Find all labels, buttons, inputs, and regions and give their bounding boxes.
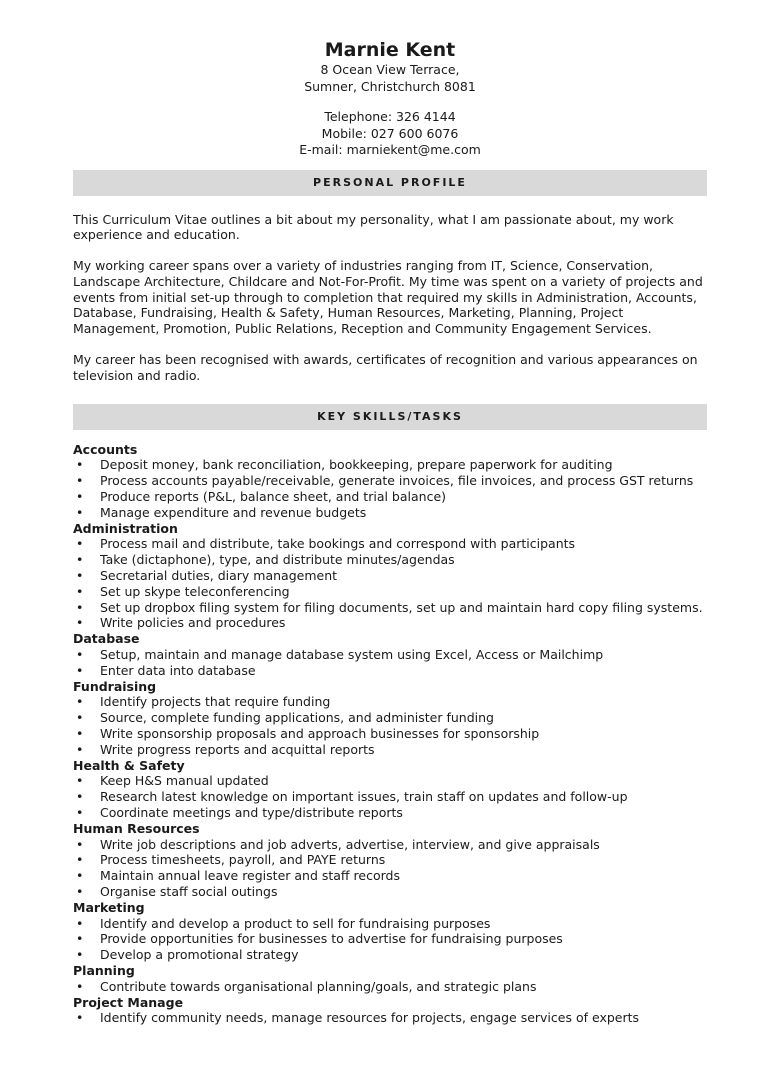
skill-text: Process accounts payable/receivable, generate invoices, file invoices, and process GST returns <box>100 473 694 489</box>
skill-text: Process timesheets, payroll, and PAYE returns <box>100 852 386 868</box>
skill-list-item <box>73 916 707 932</box>
profile-paragraph: My working career spans over a variety of industries ranging from IT, Science, Conservation, Landscape Architecture, Childcare and Not-For-Profit. My time was spent on a variety of projects and events from initial set-up through to completion that required my skills in Administration, Accounts, Database, Fundraising, Health & Safety, Human Resources, Marketing, Planning, Project Management, Promotion, Public Relations, Reception and Community Engagement Services. <box>73 258 703 337</box>
bullet-icon: • <box>76 883 84 899</box>
skill-text: Write policies and procedures <box>100 615 286 631</box>
address-line-2: Sumner, Christchurch 8081 <box>304 78 476 94</box>
skill-list-item <box>73 473 707 489</box>
profile-paragraph: My career has been recognised with awards, certificates of recognition and various appearances on television and radio. <box>73 352 698 383</box>
skill-text: Maintain annual leave register and staff records <box>100 868 400 884</box>
address-line-1: 8 Ocean View Terrace, <box>320 62 460 77</box>
skill-text: Manage expenditure and revenue budgets <box>100 504 367 520</box>
skill-list-item <box>73 837 707 853</box>
bullet-icon: • <box>76 805 84 820</box>
skill-list-item <box>73 663 707 679</box>
skill-text: Contribute towards organisational planning/goals, and strategic plans <box>100 978 537 994</box>
skill-list-item <box>73 789 707 805</box>
bullet-icon: • <box>76 552 84 568</box>
key-skills-heading: KEY SKILLS/TASKS <box>73 404 707 430</box>
bullet-icon: • <box>76 852 84 868</box>
skill-list-item <box>73 805 707 821</box>
skill-list-item <box>73 726 707 742</box>
bullet-icon: • <box>76 868 84 884</box>
skill-list-item <box>73 584 707 600</box>
bullet-icon: • <box>76 741 84 757</box>
skill-list-item <box>73 505 707 521</box>
skill-text: Take (dictaphone), type, and distribute minutes/agendas <box>100 552 455 568</box>
skill-text: Set up dropbox filing system for filing documents, set up and maintain hard copy filing systems. <box>100 599 703 615</box>
skill-list-item <box>73 852 707 868</box>
bullet-icon: • <box>76 836 84 852</box>
skill-text: Process mail and distribute, take bookings and correspond with participants <box>100 536 576 552</box>
skill-list-item <box>73 694 707 710</box>
bullet-icon: • <box>76 647 84 663</box>
bullet-icon: • <box>76 978 84 994</box>
bullet-icon: • <box>76 726 84 742</box>
bullet-icon: • <box>76 568 84 584</box>
bullet-icon: • <box>76 599 84 615</box>
bullet-icon: • <box>76 694 84 710</box>
personal-profile-heading: PERSONAL PROFILE <box>73 170 707 196</box>
skill-list-item <box>73 568 707 584</box>
skill-text: Write sponsorship proposals and approach businesses for sponsorship <box>100 726 540 742</box>
bullet-icon: • <box>76 662 84 678</box>
skill-text: Source, complete funding applications, and administer funding <box>100 710 494 726</box>
skill-category-title: Planning <box>73 962 135 978</box>
bullet-icon: • <box>76 536 84 552</box>
bullet-icon: • <box>76 931 84 947</box>
bullet-icon: • <box>76 489 84 505</box>
bullet-icon: • <box>76 773 84 789</box>
email: E-mail: marniekent@me.com <box>299 142 481 157</box>
spacer <box>73 95 707 109</box>
skills-list <box>73 442 707 1026</box>
skill-text: Provide opportunities for businesses to advertise for fundraising purposes <box>100 931 563 947</box>
skill-category-title: Human Resources <box>73 820 200 836</box>
contact-header <box>73 38 707 159</box>
skill-category-title: Health & Safety <box>73 757 185 773</box>
skill-category-title: Administration <box>73 520 178 536</box>
profile-section <box>73 212 707 384</box>
skill-list-item <box>73 457 707 473</box>
bullet-icon: • <box>76 457 84 473</box>
bullet-icon: • <box>76 504 84 520</box>
bullet-icon: • <box>76 915 84 931</box>
skill-list-item <box>73 884 707 900</box>
profile-paragraph: This Curriculum Vitae outlines a bit about my personality, what I am passionate about, my work experience and education. <box>73 211 674 243</box>
telephone: Telephone: 326 4144 <box>324 109 456 124</box>
skill-list-item <box>73 489 707 505</box>
skill-list-item <box>73 773 707 789</box>
skill-text: Identify projects that require funding <box>100 694 331 710</box>
skill-category-title: Accounts <box>73 441 138 457</box>
bullet-icon: • <box>76 473 84 489</box>
skill-list-item <box>73 947 707 963</box>
skill-category-title: Database <box>73 631 140 647</box>
skill-text: Identify community needs, manage resources for projects, engage services of experts <box>100 1010 640 1026</box>
bullet-icon: • <box>76 710 84 726</box>
skill-text: Produce reports (P&L, balance sheet, and trial balance) <box>100 489 447 505</box>
skill-text: Develop a promotional strategy <box>100 947 299 963</box>
skill-list-item <box>73 600 707 616</box>
bullet-icon: • <box>76 947 84 963</box>
skill-list-item <box>73 647 707 663</box>
skill-text: Set up skype teleconferencing <box>100 583 290 599</box>
skill-text: Keep H&S manual updated <box>100 773 269 789</box>
skill-category-title: Marketing <box>73 899 145 915</box>
skill-text: Secretarial duties, diary management <box>100 568 338 584</box>
skill-category-title: Project Manage <box>73 994 184 1010</box>
skill-list-item <box>73 868 707 884</box>
skill-list-item <box>73 979 707 995</box>
bullet-icon: • <box>76 615 84 631</box>
skill-text: Enter data into database <box>100 662 256 678</box>
bullet-icon: • <box>76 789 84 805</box>
skill-category-title: Fundraising <box>73 678 157 694</box>
skill-list-item <box>73 536 707 552</box>
bullet-icon: • <box>76 1010 84 1026</box>
skill-text: Research latest knowledge on important issues, train staff on updates and follow-up <box>100 789 628 805</box>
skill-text: Deposit money, bank reconciliation, bookkeeping, prepare paperwork for auditing <box>100 457 613 473</box>
cv-page <box>73 38 707 1026</box>
skill-list-item <box>73 1010 707 1026</box>
skill-text: Write progress reports and acquittal reports <box>100 741 375 757</box>
skill-text: Write job descriptions and job adverts, advertise, interview, and give appraisals <box>100 836 600 852</box>
skill-list-item <box>73 710 707 726</box>
skill-list-item <box>73 552 707 568</box>
mobile: Mobile: 027 600 6076 <box>321 125 459 141</box>
skill-list-item <box>73 615 707 631</box>
skill-text: Organise staff social outings <box>100 883 278 899</box>
bullet-icon: • <box>76 583 84 599</box>
skill-text: Identify and develop a product to sell for fundraising purposes <box>100 915 491 931</box>
skill-text: Setup, maintain and manage database system using Excel, Access or Mailchimp <box>100 647 604 663</box>
skill-list-item <box>73 742 707 758</box>
skill-list-item <box>73 931 707 947</box>
applicant-name: Marnie Kent <box>324 39 456 61</box>
skill-text: Coordinate meetings and type/distribute reports <box>100 805 403 820</box>
